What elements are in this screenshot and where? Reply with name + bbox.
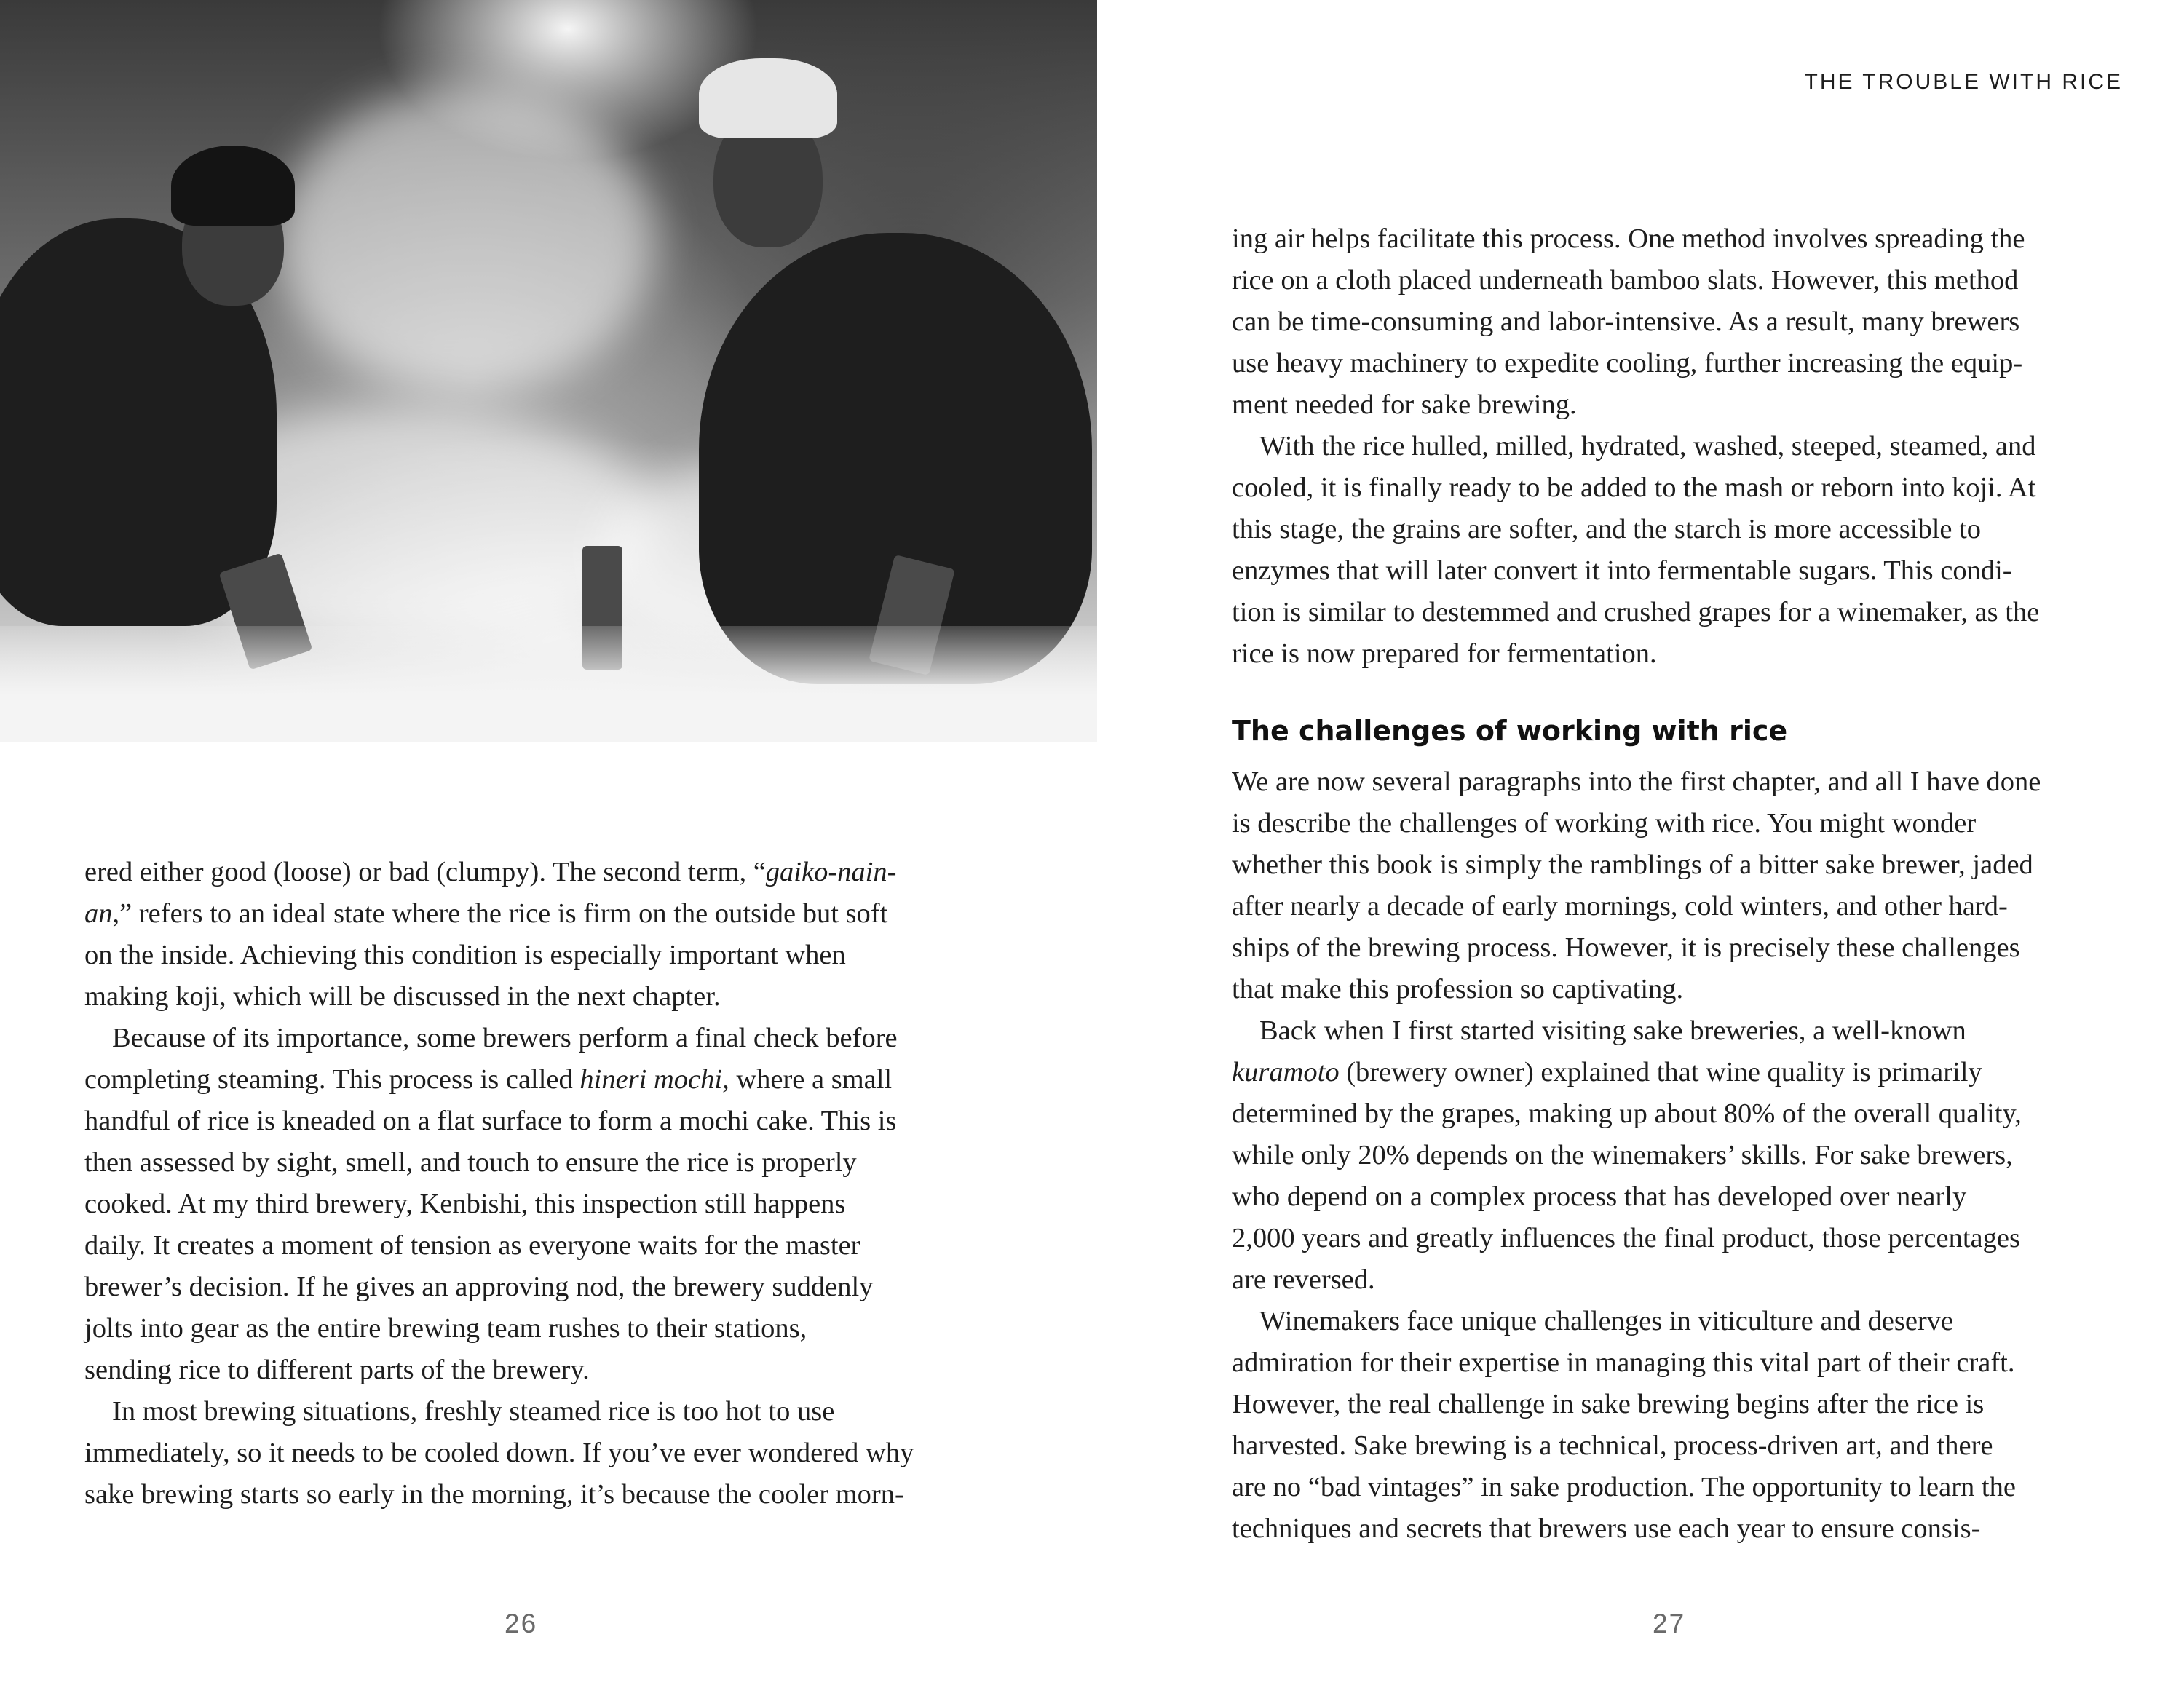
text-run: whether this book is simply the ramblings of a bitter sake brewer, jaded: [1232, 849, 2033, 880]
body-paragraph: [1232, 761, 2134, 1010]
text-run: enzymes that will later convert it into fermentable sugars. This condi-: [1232, 555, 2012, 586]
text-line: [84, 1018, 980, 1059]
text-run: ered either good (loose) or bad (clumpy). The second term, “: [84, 857, 766, 887]
text-run: , where a small: [722, 1064, 893, 1095]
text-line: [84, 1432, 980, 1474]
body-paragraph: [84, 852, 980, 1018]
text-run: With the rice hulled, milled, hydrated, washed, steeped, steamed, and: [1259, 431, 2036, 461]
text-line: [84, 976, 980, 1018]
text-run: In most brewing situations, freshly steamed rice is too hot to use: [112, 1396, 835, 1427]
text-run: this stage, the grains are softer, and the starch is more accessible to: [1232, 514, 1982, 544]
text-line: [1232, 1342, 2134, 1384]
text-line: [1232, 384, 2134, 426]
body-paragraph: [1232, 426, 2134, 675]
text-run: daily. It creates a moment of tension as everyone waits for the master: [84, 1230, 860, 1261]
text-line: [1232, 844, 2134, 886]
page-number-left: 26: [505, 1609, 538, 1638]
left-body-text: [84, 852, 980, 1515]
text-run: jolts into gear as the entire brewing team rushes to their stations,: [84, 1313, 807, 1344]
text-line: [1232, 509, 2134, 550]
text-line: [1232, 1010, 2134, 1052]
text-line: [1232, 886, 2134, 927]
text-run: then assessed by sight, smell, and touch to ensure the rice is properly: [84, 1147, 857, 1178]
brewer-left-cap: [171, 146, 295, 226]
text-run: rice on a cloth placed underneath bamboo slats. However, this method: [1232, 265, 2019, 296]
text-line: [1232, 1508, 2134, 1550]
text-line: [1232, 1218, 2134, 1259]
text-run: ment needed for sake brewing.: [1232, 389, 1577, 420]
text-line: [1232, 803, 2134, 844]
body-paragraph: [1232, 218, 2134, 426]
text-run: cooked. At my third brewery, Kenbishi, this inspection still happens: [84, 1189, 846, 1219]
right-body-text-top: [1232, 218, 2134, 675]
right-body-text-bottom: [1232, 761, 2134, 1550]
text-run: We are now several paragraphs into the first chapter, and all I have done: [1232, 766, 2041, 797]
body-paragraph: [1232, 1301, 2134, 1550]
body-paragraph: [1232, 1010, 2134, 1301]
text-line: [1232, 426, 2134, 467]
text-line: [84, 1474, 980, 1515]
text-line: [1232, 1467, 2134, 1508]
text-line: [1232, 1259, 2134, 1301]
text-line: [1232, 927, 2134, 969]
text-run: after nearly a decade of early mornings, cold winters, and other hard-: [1232, 891, 2008, 922]
text-run: who depend on a complex process that has developed over nearly: [1232, 1181, 1967, 1212]
text-run: admiration for their expertise in managing this vital part of their craft.: [1232, 1347, 2015, 1378]
text-line: [84, 1142, 980, 1184]
text-line: [1232, 260, 2134, 301]
text-line: [84, 1308, 980, 1350]
text-line: [1232, 301, 2134, 343]
text-run: rice is now prepared for fermentation.: [1232, 638, 1657, 669]
text-run: brewer’s decision. If he gives an approving nod, the brewery suddenly: [84, 1272, 874, 1302]
text-line: [1232, 1425, 2134, 1467]
steamed-rice-bed: [0, 626, 1097, 742]
text-line: [1232, 467, 2134, 509]
text-line: [1232, 592, 2134, 633]
italic-term: gaiko-nain-: [765, 857, 897, 887]
text-run: ing air helps facilitate this process. One method involves spreading the: [1232, 223, 2025, 254]
text-run: (brewery owner) explained that wine quality is primarily: [1339, 1057, 1982, 1087]
text-run: on the inside. Achieving this condition is especially important when: [84, 940, 846, 970]
text-run: However, the real challenge in sake brewing begins after the rice is: [1232, 1389, 1985, 1419]
text-line: [1232, 218, 2134, 260]
text-run: is describe the challenges of working with rice. You might wonder: [1232, 808, 1977, 839]
text-run: handful of rice is kneaded on a flat surface to form a mochi cake. This is: [84, 1106, 897, 1136]
text-run: can be time-consuming and labor-intensive. As a result, many brewers: [1232, 306, 2020, 337]
text-run: Because of its importance, some brewers perform a final check before: [112, 1023, 898, 1053]
text-line: [84, 1267, 980, 1308]
text-run: ships of the brewing process. However, it is precisely these challenges: [1232, 932, 2020, 963]
text-line: [1232, 1052, 2134, 1093]
text-run: 2,000 years and greatly influences the final product, those percentages: [1232, 1223, 2020, 1253]
text-line: [84, 893, 980, 935]
running-head: THE TROUBLE WITH RICE: [1804, 70, 2123, 94]
text-line: [1232, 1093, 2134, 1135]
text-run: Winemakers face unique challenges in viticulture and deserve: [1259, 1306, 1954, 1336]
text-line: [84, 1101, 980, 1142]
text-line: [84, 852, 980, 893]
italic-term: hineri mochi: [579, 1064, 723, 1095]
text-run: use heavy machinery to expedite cooling, further increasing the equip-: [1232, 348, 2023, 379]
text-line: [1232, 633, 2134, 675]
italic-term: an: [84, 898, 113, 929]
text-line: [1232, 550, 2134, 592]
text-run: techniques and secrets that brewers use each year to ensure consis-: [1232, 1513, 1981, 1544]
text-run: tion is similar to destemmed and crushed grapes for a winemaker, as the: [1232, 597, 2040, 627]
text-line: [1232, 761, 2134, 803]
text-run: while only 20% depends on the winemakers’ skills. For sake brewers,: [1232, 1140, 2013, 1170]
text-line: [84, 1059, 980, 1101]
text-run: are reversed.: [1232, 1264, 1375, 1295]
text-line: [84, 1350, 980, 1391]
text-line: [1232, 1384, 2134, 1425]
text-line: [84, 1225, 980, 1267]
photo-brewers-steamed-rice: [0, 0, 1097, 742]
body-paragraph: [84, 1391, 980, 1515]
text-line: [1232, 1176, 2134, 1218]
text-line: [1232, 1135, 2134, 1176]
text-line: [1232, 343, 2134, 384]
text-run: cooled, it is finally ready to be added to the mash or reborn into koji. At: [1232, 472, 2036, 503]
text-line: [1232, 1301, 2134, 1342]
text-run: are no “bad vintages” in sake production. The opportunity to learn the: [1232, 1472, 2016, 1502]
text-run: sake brewing starts so early in the morning, it’s because the cooler morn-: [84, 1479, 904, 1510]
page-number-right: 27: [1653, 1609, 1686, 1638]
italic-term: kuramoto: [1232, 1057, 1340, 1087]
text-run: determined by the grapes, making up about 80% of the overall quality,: [1232, 1098, 2022, 1129]
text-line: [84, 935, 980, 976]
steam-cloud: [277, 87, 655, 393]
text-line: [1232, 969, 2134, 1010]
text-line: [84, 1391, 980, 1432]
text-line: [84, 1184, 980, 1225]
text-run: immediately, so it needs to be cooled down. If you’ve ever wondered why: [84, 1438, 914, 1468]
text-run: making koji, which will be discussed in the next chapter.: [84, 981, 721, 1012]
right-page: [1092, 0, 2184, 1704]
section-heading: The challenges of working with rice: [1232, 715, 1788, 747]
text-run: sending rice to different parts of the brewery.: [84, 1355, 590, 1385]
body-paragraph: [84, 1018, 980, 1391]
text-run: completing steaming. This process is called: [84, 1064, 580, 1095]
brewer-right-bandana: [699, 58, 837, 138]
text-run: Back when I first started visiting sake breweries, a well-known: [1259, 1015, 1966, 1046]
text-run: that make this profession so captivating.: [1232, 974, 1684, 1004]
text-run: harvested. Sake brewing is a technical, process-driven art, and there: [1232, 1430, 1993, 1461]
text-run: ,” refers to an ideal state where the rice is firm on the outside but soft: [112, 898, 888, 929]
